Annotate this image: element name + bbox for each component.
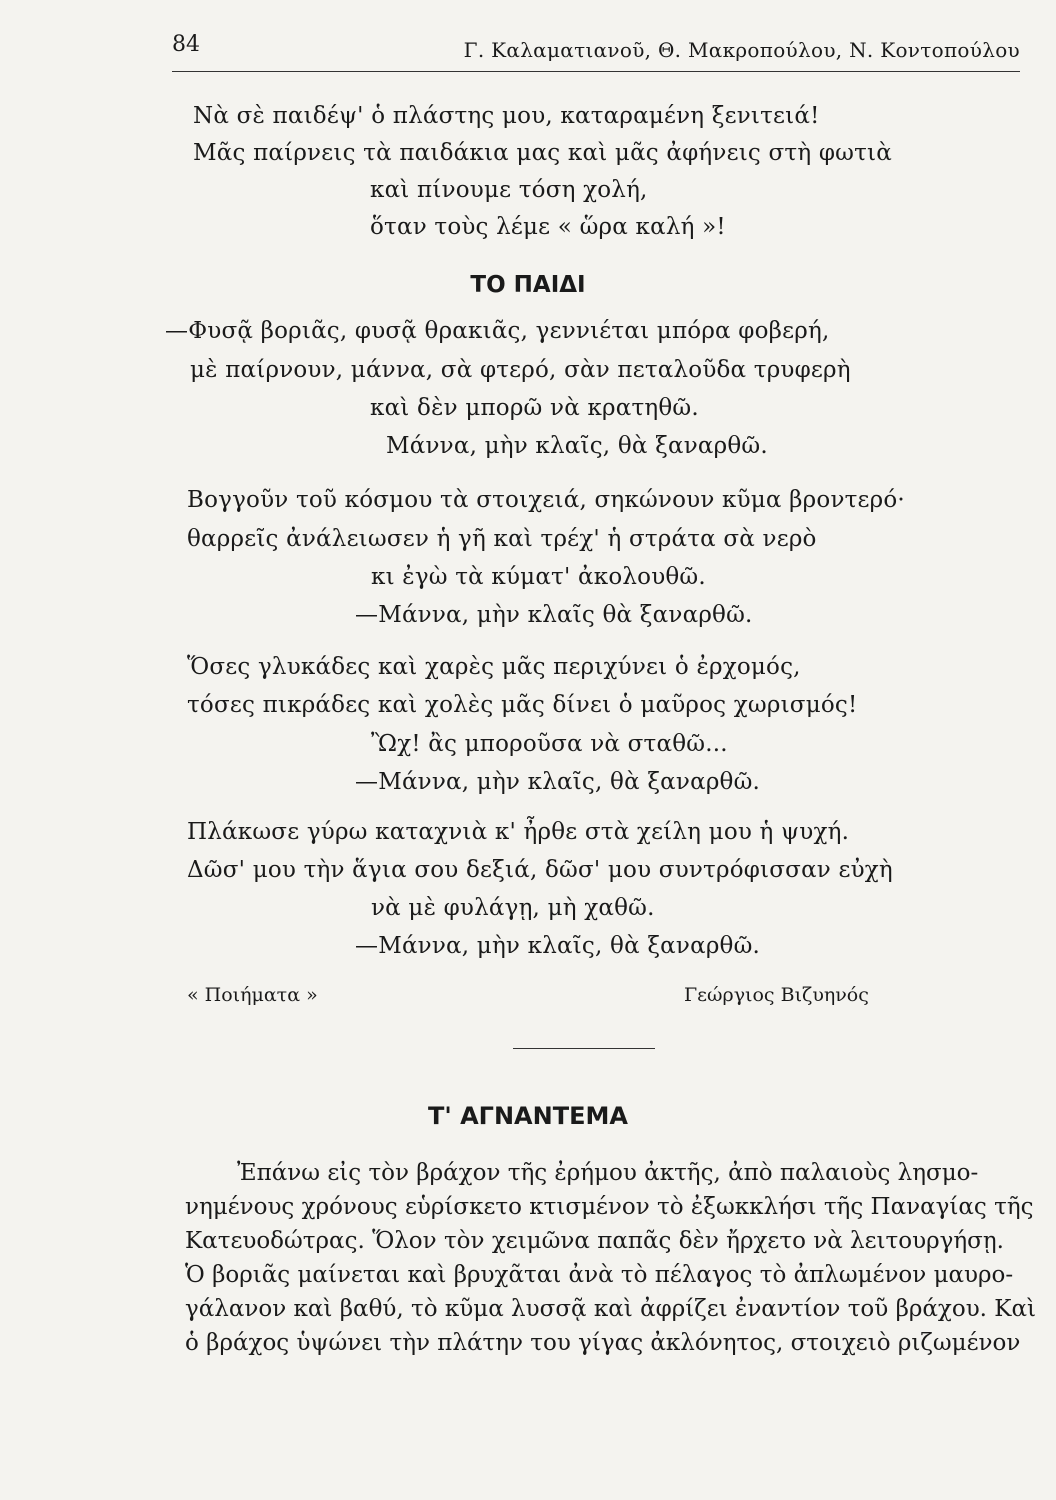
verse-line: —Μάννα, μὴν κλαῖς, θὰ ξαναρθῶ. (355, 769, 761, 795)
verse-line: μὲ παίρνουν, μάννα, σὰ φτερό, σὰν πεταλοῦδα τρυφερὴ (190, 357, 851, 383)
verse-line: τόσες πικράδες καὶ χολὲς μᾶς δίνει ὁ μαῦρος χωρισμός! (187, 692, 858, 718)
verse-line: νὰ μὲ φυλάγῃ, μὴ χαθῶ. (371, 895, 655, 921)
section-divider (513, 1048, 655, 1049)
header-rule (172, 71, 1020, 72)
running-header: Γ. Καλαματιανοῦ, Θ. Μακροπούλου, Ν. Κοντοπούλου (463, 38, 1020, 62)
verse-line: Βογγοῦν τοῦ κόσμου τὰ στοιχειά, σηκώνουν κῦμα βροντερό· (187, 487, 905, 513)
verse-line: Μάννα, μὴν κλαῖς, θὰ ξαναρθῶ. (386, 433, 768, 459)
page-number: 84 (172, 32, 200, 57)
verse-line: θαρρεῖς ἀνάλειωσεν ἡ γῆ καὶ τρέχ' ἡ στράτα σὰ νερὸ (187, 526, 817, 552)
prose-line: Ὁ βοριᾶς μαίνεται καὶ βρυχᾶται ἀνὰ τὸ πέλαγος τὸ ἀπλωμένον μαυρο- (185, 1262, 1014, 1288)
prose-line: ὁ βράχος ὑψώνει τὴν πλάτην του γίγας ἀκλόνητος, στοιχειὸ ριζωμένον (185, 1330, 1021, 1356)
verse-line: καὶ πίνουμε τόση χολή, (370, 177, 648, 203)
verse-line: κι ἐγὼ τὰ κύματ' ἀκολουθῶ. (371, 564, 706, 590)
prose-title: Τ' ΑΓΝΑΝΤΕΜΑ (428, 1102, 628, 1130)
poem-source: « Ποιήματα » (187, 984, 318, 1006)
prose-line: γάλανον καὶ βαθύ, τὸ κῦμα λυσσᾷ καὶ ἀφρίζει ἐναντίον τοῦ βράχου. Καὶ (185, 1296, 1037, 1322)
verse-line: Νὰ σὲ παιδέψ' ὁ πλάστης μου, καταραμένη ξενιτειά! (193, 103, 820, 129)
verse-line: καὶ δὲν μπορῶ νὰ κρατηθῶ. (370, 395, 699, 421)
verse-line: —Μάννα, μὴν κλαῖς, θὰ ξαναρθῶ. (355, 933, 761, 959)
verse-line: Μᾶς παίρνεις τὰ παιδάκια μας καὶ μᾶς ἀφήνεις στὴ φωτιὰ (193, 140, 892, 166)
verse-line: Πλάκωσε γύρω καταχνιὰ κ' ἦρθε στὰ χείλη μου ἡ ψυχή. (187, 819, 850, 845)
verse-line: —Μάννα, μὴν κλαῖς θὰ ξαναρθῶ. (355, 602, 753, 628)
verse-line: Δῶσ' μου τὴν ἅγια σου δεξιά, δῶσ' μου συντρόφισσαν εὐχὴ (187, 857, 893, 883)
prose-line: Κατευοδώτρας. Ὅλον τὸν χειμῶνα παπᾶς δὲν ἤρχετο νὰ λειτουργήσῃ. (185, 1228, 1004, 1254)
prose-line: νημένους χρόνους εὑρίσκετο κτισμένον τὸ ἐξωκκλήσι τῆς Παναγίας τῆς (185, 1194, 1034, 1220)
verse-line: Ὢχ! ἂς μποροῦσα νὰ σταθῶ... (371, 731, 728, 757)
poem-title: ΤΟ ΠΑΙΔΙ (470, 272, 586, 298)
verse-line: ὅταν τοὺς λέμε « ὥρα καλή »! (370, 214, 726, 240)
verse-line: Ὅσες γλυκάδες καὶ χαρὲς μᾶς περιχύνει ὁ ἐρχομός, (187, 654, 801, 680)
poem-author: Γεώργιος Βιζυηνός (684, 984, 869, 1006)
prose-line: Ἐπάνω εἰς τὸν βράχον τῆς ἐρήμου ἀκτῆς, ἀπὸ παλαιοὺς λησμο- (237, 1160, 979, 1186)
verse-line: —Φυσᾷ βοριᾶς, φυσᾷ θρακιᾶς, γεννιέται μπόρα φοβερή, (165, 318, 830, 344)
